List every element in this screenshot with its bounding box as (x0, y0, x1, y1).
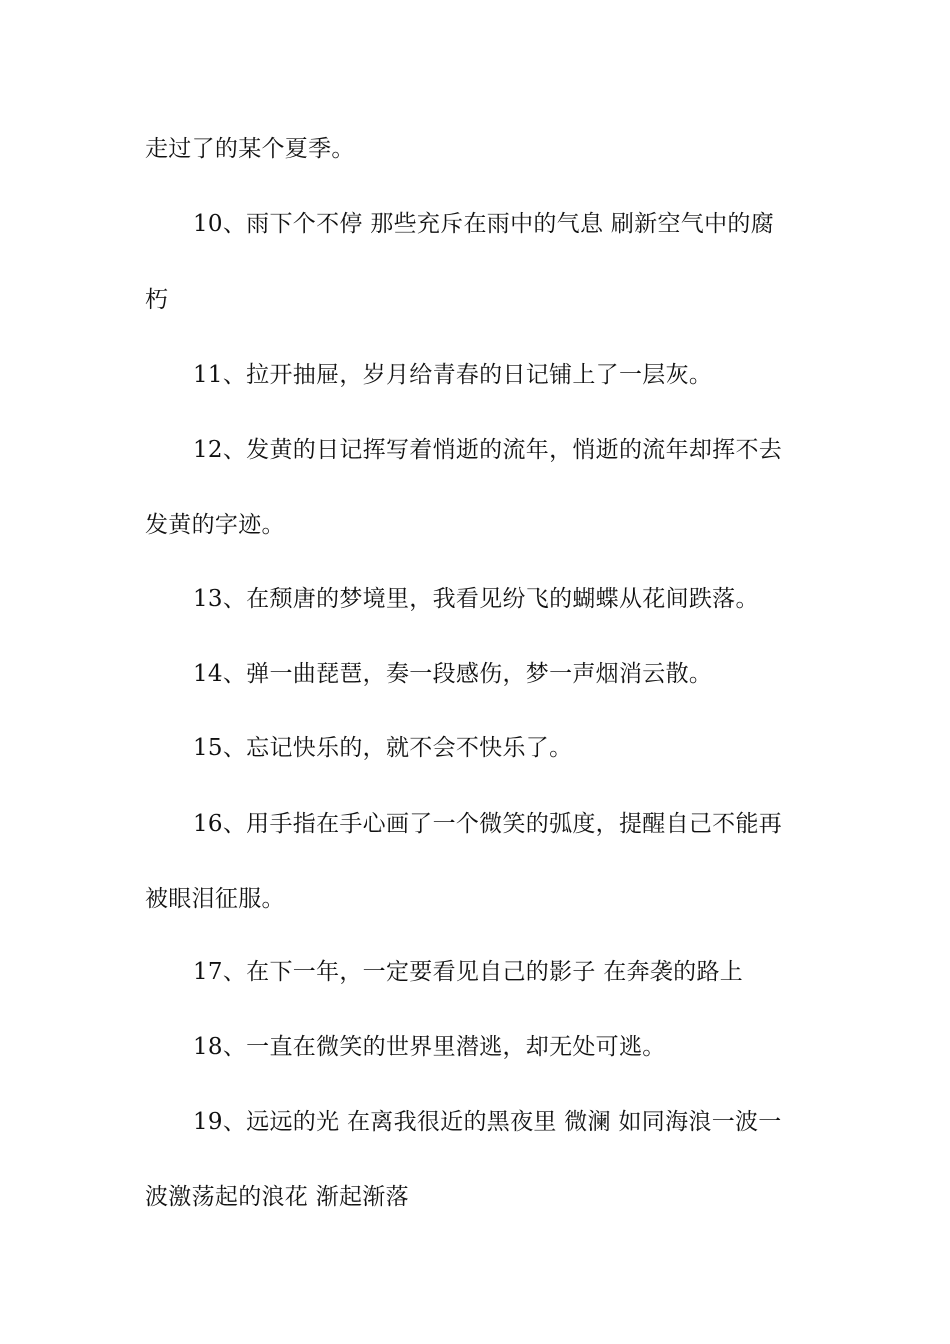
item-12: 12、发黄的日记挥写着悄逝的流年，悄逝的流年却挥不去 (193, 437, 783, 463)
item-10-continuation: 朽 (145, 287, 169, 313)
item-10: 10、雨下个不停 那些充斥在雨中的气息 刷新空气中的腐 (193, 211, 774, 237)
item-18: 18、一直在微笑的世界里潜逃，却无处可逃。 (193, 1034, 666, 1060)
text-line-continuation: 走过了的某个夏季。 (145, 136, 355, 162)
item-13: 13、在颓唐的梦境里，我看见纷飞的蝴蝶从花间跌落。 (193, 586, 759, 612)
item-16-continuation: 被眼泪征服。 (145, 886, 285, 912)
item-19-continuation: 波激荡起的浪花 渐起渐落 (145, 1184, 409, 1210)
item-16: 16、用手指在手心画了一个微笑的弧度，提醒自己不能再 (193, 811, 783, 837)
item-12-continuation: 发黄的字迹。 (145, 512, 285, 538)
item-17: 17、在下一年，一定要看见自己的影子 在奔袭的路上 (193, 959, 744, 985)
item-19: 19、远远的光 在离我很近的黑夜里 微澜 如同海浪一波一 (193, 1109, 782, 1135)
item-14: 14、弹一曲琵琶，奏一段感伤，梦一声烟消云散。 (193, 661, 713, 687)
item-11: 11、拉开抽屉，岁月给青春的日记铺上了一层灰。 (193, 362, 713, 388)
item-15: 15、忘记快乐的，就不会不快乐了。 (193, 735, 573, 761)
